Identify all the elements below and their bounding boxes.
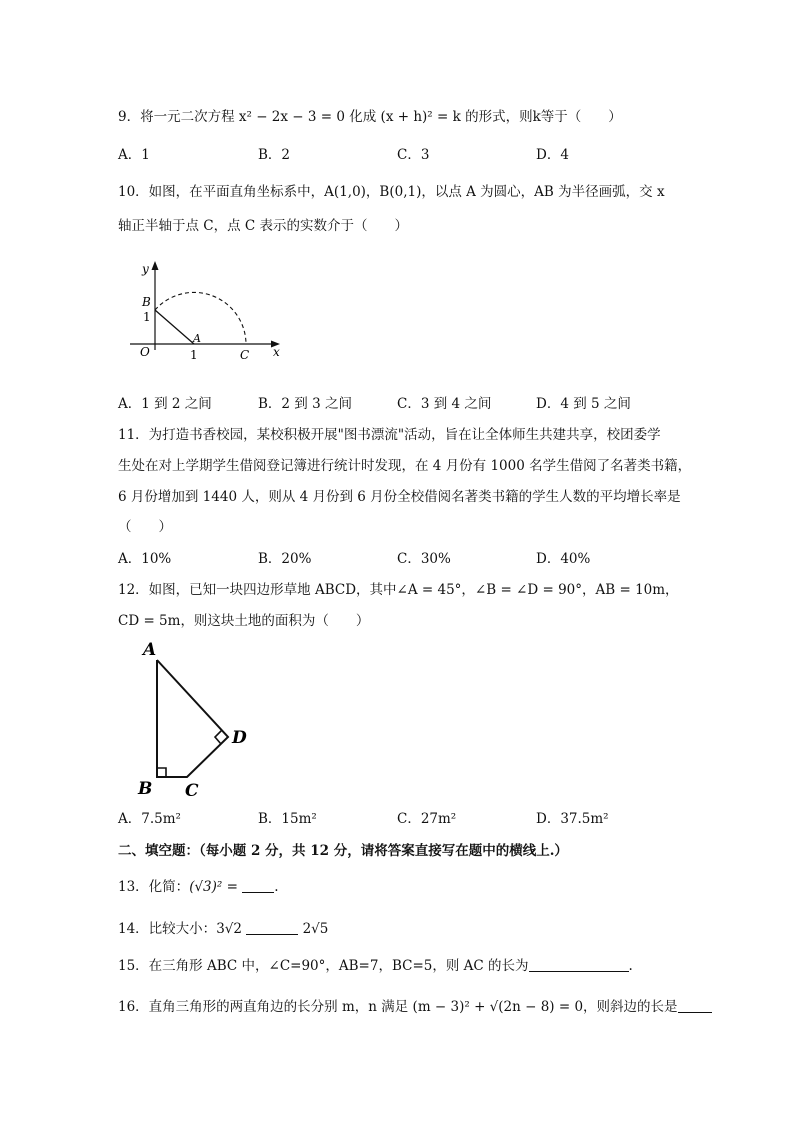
y-axis-arrow bbox=[152, 261, 159, 270]
q13-prefix: 13．化简： bbox=[118, 879, 190, 895]
vertex-a-label: A bbox=[143, 640, 157, 660]
section-2-title: 二、填空题：（每小题 2 分，共 12 分，请将答案直接写在题中的横线上.） bbox=[118, 843, 568, 859]
q14-left-expr: 3√2 bbox=[216, 921, 242, 937]
question-11-line-1: 11．为打造书香校园，某校积极开展"图书漂流"活动，旨在让全体师生共建共享，校团委学 bbox=[118, 427, 661, 443]
q15-text: 15．在三角形 ABC 中，∠C=90°，AB=7，BC=5，则 AC 的长为 bbox=[118, 958, 529, 974]
quadrilateral-abcd bbox=[157, 660, 228, 777]
question-12-line-1: 12．如图，已知一块四边形草地 ABCD，其中∠A = 45°，∠B = ∠D = 90°，AB = 10m， bbox=[118, 582, 679, 598]
q13-expression: (√3)² = bbox=[189, 879, 238, 895]
right-angle-b bbox=[157, 768, 166, 777]
q9-option-c: C．3 bbox=[397, 147, 430, 163]
question-11-line-2: 生处在对上学期学生借阅登记簿进行统计时发现，在 4 月份有 1000 名学生借阅了名著类书籍， bbox=[118, 458, 692, 474]
x-tick-1-label: 1 bbox=[190, 348, 198, 362]
q14-prefix: 14．比较大小： bbox=[118, 921, 217, 937]
coordinate-figure bbox=[128, 255, 298, 370]
q10-option-b: B．2 到 3 之间 bbox=[258, 396, 352, 412]
q9-option-d: D．4 bbox=[536, 147, 569, 163]
origin-label: O bbox=[140, 345, 150, 359]
y-label: y bbox=[142, 262, 149, 276]
segment-ab bbox=[155, 310, 194, 344]
point-a-label: A bbox=[193, 332, 201, 345]
q16-answer-blank[interactable] bbox=[678, 998, 712, 1013]
q11-option-b: B．20% bbox=[258, 551, 312, 567]
question-10-line-1: 10．如图，在平面直角坐标系中，A(1,0)，B(0,1)，以点 A 为圆心，AB 为半径画弧，交 x bbox=[118, 184, 665, 200]
q11-option-c: C．30% bbox=[397, 551, 451, 567]
q12-option-d: D．37.5m² bbox=[536, 811, 609, 827]
q15-suffix: . bbox=[628, 958, 633, 974]
x-label: x bbox=[273, 345, 280, 359]
question-11-line-4: （ ） bbox=[118, 519, 172, 535]
q12-option-a: A．7.5m² bbox=[118, 811, 181, 827]
vertex-c-label: C bbox=[185, 781, 199, 801]
q14-right-expr: 2√5 bbox=[302, 921, 329, 937]
q10-option-d: D．4 到 5 之间 bbox=[536, 396, 631, 412]
q15-answer-blank[interactable] bbox=[529, 957, 629, 972]
q12-option-b: B．15m² bbox=[258, 811, 317, 827]
q10-option-a: A．1 到 2 之间 bbox=[118, 396, 212, 412]
y-tick-1-label: 1 bbox=[143, 310, 151, 324]
question-14 bbox=[118, 920, 328, 938]
q10-option-c: C．3 到 4 之间 bbox=[397, 396, 492, 412]
question-16 bbox=[118, 998, 712, 1016]
q9-option-a: A．1 bbox=[118, 147, 150, 163]
q13-answer-blank[interactable] bbox=[242, 878, 274, 893]
q12-option-c: C．27m² bbox=[397, 811, 457, 827]
right-angle-d bbox=[215, 730, 222, 744]
vertex-b-label: B bbox=[138, 779, 153, 799]
vertex-d-label: D bbox=[232, 728, 247, 748]
question-9-text: 9．将一元二次方程 x² − 2x − 3 = 0 化成 (x + h)² = k 的形式，则k等于（ ） bbox=[118, 109, 622, 125]
q11-option-d: D．40% bbox=[536, 551, 591, 567]
q11-option-a: A．10% bbox=[118, 551, 172, 567]
question-13 bbox=[118, 878, 279, 896]
question-15 bbox=[118, 957, 633, 975]
question-11-line-3: 6 月份增加到 1440 人，则从 4 月份到 6 月份全校借阅名著类书籍的学生人数的平均增长率是 bbox=[118, 489, 681, 505]
question-10-line-2: 轴正半轴于点 C，点 C 表示的实数介于（ ） bbox=[118, 218, 409, 234]
q14-answer-blank[interactable] bbox=[246, 920, 298, 935]
q13-suffix: . bbox=[274, 879, 279, 895]
q9-option-b: B．2 bbox=[258, 147, 291, 163]
q16-text: 16．直角三角形的两直角边的长分别 m，n 满足 (m − 3)² + √(2n − 8) = 0，则斜边的长是 bbox=[118, 999, 678, 1015]
quadrilateral-figure bbox=[135, 637, 275, 802]
point-b-label: B bbox=[142, 295, 151, 309]
question-12-line-2: CD = 5m，则这块土地的面积为（ ） bbox=[118, 613, 370, 629]
point-c-label: C bbox=[240, 348, 250, 362]
